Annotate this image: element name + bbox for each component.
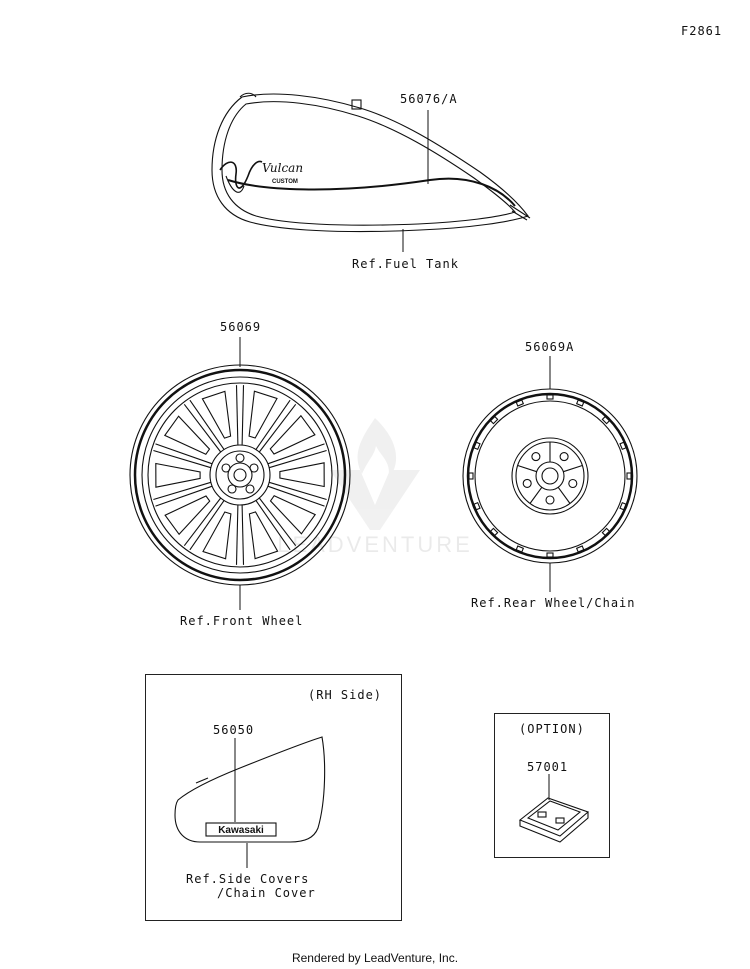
front-wheel-spoke-line xyxy=(184,498,220,546)
front-wheel-spoke-window xyxy=(270,416,315,454)
front-wheel-spoke-window xyxy=(249,391,277,438)
figure-id: F2861 xyxy=(681,24,723,38)
rear-wheel-hub-hole xyxy=(523,479,531,487)
footer-credit: Rendered by LeadVenture, Inc. xyxy=(291,951,459,965)
front-wheel-spoke-window xyxy=(271,496,316,534)
front-wheel-spoke-line xyxy=(242,385,243,445)
front-wheel-spoke-line xyxy=(190,500,224,549)
front-wheel-spoke-window xyxy=(249,512,277,559)
rear-wheel-decal-mark xyxy=(627,473,631,479)
side-cover-decal-text: Kawasaki xyxy=(218,825,264,836)
rear-wheel-hub-spoke xyxy=(530,487,542,503)
part-number-56069[interactable]: 56069 xyxy=(220,320,262,334)
front-wheel-spoke-window xyxy=(165,416,210,454)
ref-chain-cover: /Chain Cover xyxy=(217,886,316,900)
fuel-tank-illustration xyxy=(212,93,530,231)
front-wheel-spoke-line xyxy=(259,404,295,452)
tank-logo-script: Vulcan xyxy=(262,161,304,175)
rear-wheel-hub-hole xyxy=(546,496,554,504)
ref-rear-wheel: Ref.Rear Wheel/Chain xyxy=(471,596,636,610)
rear-wheel-illustration xyxy=(463,389,637,563)
front-wheel-spoke-window xyxy=(203,512,231,559)
front-wheel-spoke-window xyxy=(165,496,210,534)
rear-wheel-decal-mark xyxy=(469,473,473,479)
front-wheel-spoke-window xyxy=(202,391,230,438)
part-number-56069A[interactable]: 56069A xyxy=(525,340,575,354)
tank-logo-sub: CUSTOM xyxy=(272,179,298,185)
part-number-57001[interactable]: 57001 xyxy=(527,760,569,774)
rear-wheel-hub-spoke xyxy=(558,487,570,503)
rear-wheel-hub-hole xyxy=(532,453,540,461)
rear-wheel-decal-marks xyxy=(469,395,631,557)
rear-wheel-decal-mark xyxy=(547,395,553,399)
front-wheel-spoke-window xyxy=(156,464,200,488)
front-wheel-illustration xyxy=(130,365,350,585)
ref-side-covers: Ref.Side Covers xyxy=(186,872,310,886)
ref-fuel-tank: Ref.Fuel Tank xyxy=(352,257,459,271)
ref-front-wheel: Ref.Front Wheel xyxy=(180,614,304,628)
rear-wheel-hub-hole xyxy=(569,480,577,488)
rear-wheel-decal-mark xyxy=(547,553,553,557)
front-wheel-spokes xyxy=(153,385,326,565)
part-number-56076A[interactable]: 56076/A xyxy=(400,92,458,106)
option-box-title: (OPTION) xyxy=(519,722,585,736)
side-cover-box-title: (RH Side) xyxy=(308,688,383,702)
front-wheel-spoke-line xyxy=(256,400,290,449)
front-wheel-spoke-line xyxy=(237,385,238,445)
rear-wheel-hub-spoke xyxy=(563,466,582,472)
front-wheel-spoke-line xyxy=(237,505,238,565)
front-wheel-spoke-line xyxy=(242,505,243,565)
watermark-text: LEADVENTURE xyxy=(277,532,473,557)
rear-wheel-hub-spoke xyxy=(518,466,537,472)
rear-wheel-hub-hole xyxy=(560,453,568,461)
part-number-56050[interactable]: 56050 xyxy=(213,723,255,737)
front-wheel-spoke-window xyxy=(280,463,324,487)
